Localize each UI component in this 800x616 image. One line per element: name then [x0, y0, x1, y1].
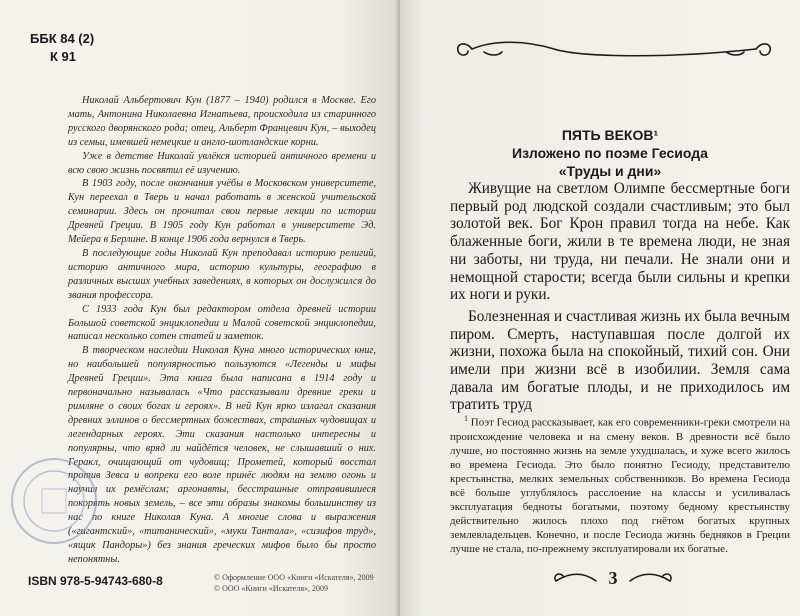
- chapter-heading: [430, 126, 790, 180]
- footnote-mark: 1: [464, 414, 468, 423]
- footnote: [450, 412, 790, 556]
- body-paragraph: Живущие на светлом Олимпе бессмертные боги первый род людской создали счастливым; это был золотой век. Бог Крон правил тогда на небе. Как блаженные боги, жили в те времена люди, не зная ни заботы, ни труда, ни печали. Не знали они и немощной старости; всегда были сильны и крепки их ноги и руки.: [450, 180, 790, 304]
- bio-paragraph: С 1933 года Кун был редактором отдела древней истории Большой советской энциклопедии и Малой советской энциклопедии, написал несколько сотен статей и заметок.: [68, 303, 376, 343]
- copyright-line: © ООО «Книги «Искателя», 2009: [214, 584, 329, 593]
- udk-code: К 91: [50, 49, 77, 64]
- top-ornament-icon: [454, 36, 774, 62]
- right-page: [400, 0, 800, 616]
- chapter-subtitle: Изложено по поэме Гесиода: [512, 145, 708, 161]
- bbk-code: ББК 84 (2): [30, 31, 95, 46]
- bbk-block: [30, 30, 94, 66]
- bio-paragraph: Николай Альбертович Кун (1877 – 1940) родился в Москве. Его мать, Антонина Николаевна Игнатьева, происходила из старинного русского дворянского рода; отец, Альберт Францевич Кун, – выходец из семьи, имевшей немецкие и англо-шотландские корни.: [68, 95, 376, 148]
- page-number: 3: [608, 568, 618, 588]
- isbn: ISBN 978-5-94743-680-8: [28, 574, 163, 588]
- bio-paragraph: В творческом наследии Николая Куна много исторических книг, но наибольшей популярностью пользуются «Легенды и мифы Древней Греции». Эта книга была написана в 1914 году и первоначально называлась «Что рассказывали древние греки и римляне о своих богах и героях». В ней Кун ярко излагал сказания древних эллинов о бессмертных божествах, страшных чудовищах и легендарных героях. Эти сказания настолько интересны и популярны, что вряд ли найдётся человек, не слышавший о них. Геракл, очищающий от чудовищ; Прометей, который восстал против Зевса и вопреки его воле принёс людям на землю огонь и научил их ремёслам; аргонавты, бесстрашные отправившиеся покорять новых земель, – все эти образы знакомы большинству из нас по книге Николая Куна. А многие слова и выражения («гигантский», «титанический», «муки Тантала», «сизифов труд», «ящик Пандоры») без знания греческих мифов было бы просто непонятны.: [68, 345, 376, 565]
- main-text: [450, 180, 790, 414]
- copyright-line: © Оформление ООО «Книги «Искателя», 2009: [214, 573, 374, 582]
- library-stamp-icon: [8, 455, 100, 547]
- author-biography: [68, 94, 376, 567]
- bio-paragraph: В последующие годы Николай Кун преподавал историю религий, историю античного мира, историю культуры, географию в различных высших учебных заведениях, в которых он дослужился до звания профессора.: [68, 247, 376, 301]
- chapter-subtitle-source: «Труды и дни»: [558, 163, 662, 179]
- chapter-title: ПЯТЬ ВЕКОВ¹: [561, 127, 659, 143]
- copyright: [214, 572, 374, 594]
- bio-paragraph: В 1903 году, после окончания учёбы в Московском университете, Кун переехал в Тверь и начал работать в женской учительской семинарии. Здесь он прочитал свои первые лекции по истории Древней Греции. В 1905 году Кун работал в университете Эд. Мейера в Берлине. В конце 1906 года вернулся в Тверь.: [68, 178, 376, 246]
- footnote-text: Поэт Гесиод рассказывает, как его современники-греки смотрели на происхождение человека и на смену веков. В древности всё было лучше, но постоянно жизнь на земле ухудшалась, и хуже всего жилось во времена Гесиода. Это было понятно Гесиоду, представителю крестьянства, мелких земельных собственников. Во времена Гесиода всё больше углублялось расслоение на классы и усиливалась эксплуатация бедноты богатыми, поэтому бедному крестьянству действительно жилось плохо под гнётом богатых крупных землевладельцев. Конечно, и после Гесиода жизнь бедняков в Греции лучше не стала, по-прежнему эксплуатировали их богатые.: [450, 416, 790, 555]
- bio-paragraph: Уже в детстве Николай увлёкся историей античного времени и всю свою жизнь посвятил её изучению.: [68, 150, 376, 176]
- body-paragraph: Болезненная и счастливая жизнь их была вечным пиром. Смерть, наступавшая после долгой их жизни, похожа была на спокойный, тихий сон. Они имели при жизни всё в изобилии. Земля сама давала им богатые плоды, и не приходилось им тратить труд: [450, 307, 790, 414]
